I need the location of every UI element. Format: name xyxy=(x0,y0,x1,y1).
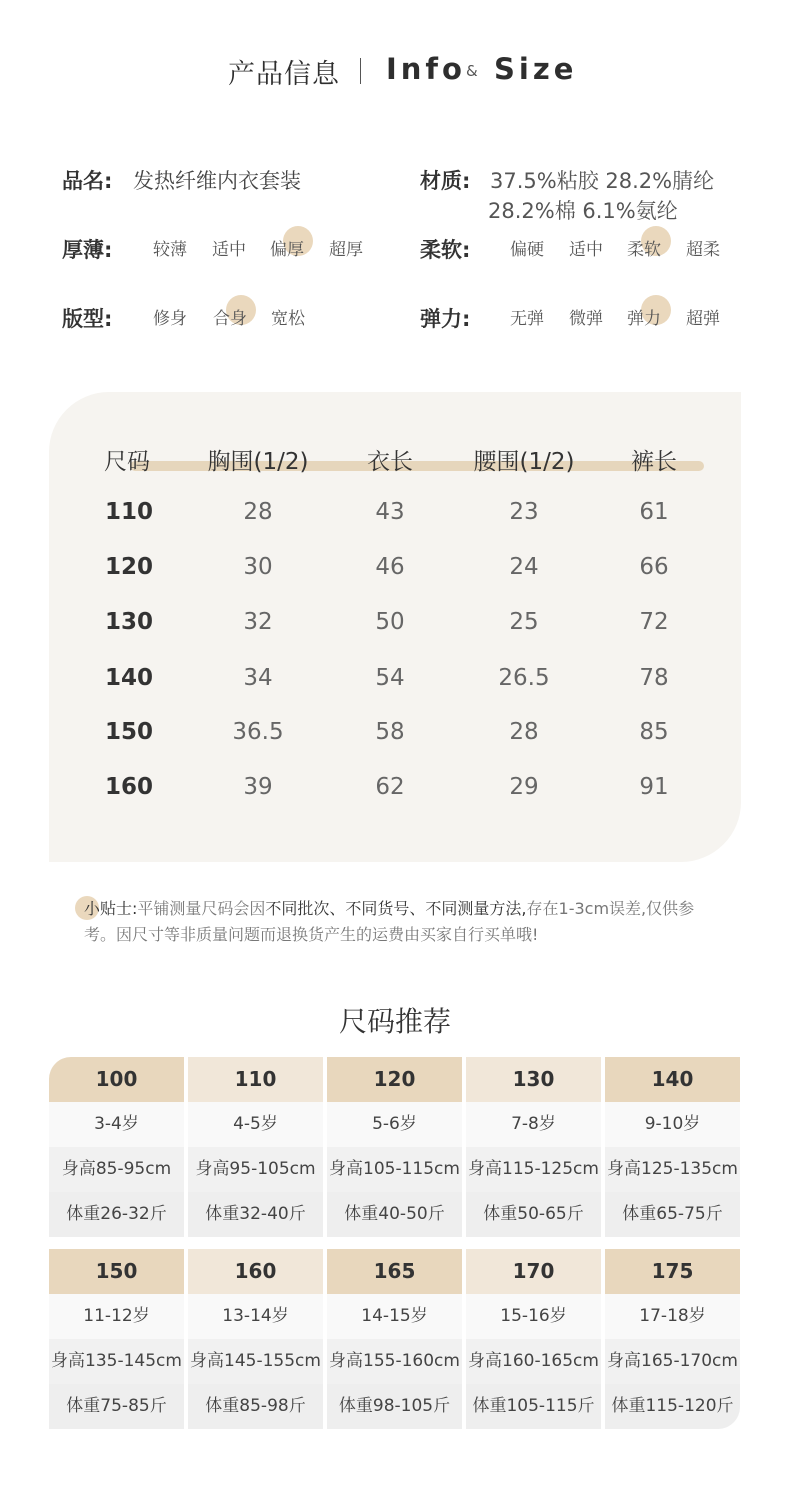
size-table-cell: 23 xyxy=(509,499,539,525)
recommend-card xyxy=(327,1057,462,1237)
softness-option: 适中 xyxy=(569,240,603,260)
recommend-card xyxy=(466,1249,601,1429)
fit-label: 版型: xyxy=(62,307,113,331)
recommend-size: 140 xyxy=(605,1057,740,1102)
fit-option: 宽松 xyxy=(271,309,305,329)
recommend-card xyxy=(188,1057,323,1237)
elasticity-option: 无弹 xyxy=(510,309,544,329)
tip-text-1: 平铺测量尺码会因 xyxy=(137,899,266,918)
recommend-age: 15-16岁 xyxy=(466,1294,601,1339)
softness-option: 偏硬 xyxy=(510,240,544,260)
size-table-cell: 25 xyxy=(509,609,539,635)
elasticity-option: 超弹 xyxy=(686,309,720,329)
recommend-age: 11-12岁 xyxy=(49,1294,184,1339)
header-title-size: Size xyxy=(494,52,578,86)
recommend-height: 身高105-115cm xyxy=(327,1147,462,1192)
recommend-height: 身高155-160cm xyxy=(327,1339,462,1384)
recommend-weight: 体重115-120斤 xyxy=(605,1384,740,1429)
size-table-size-cell: 160 xyxy=(105,774,154,800)
recommend-height: 身高95-105cm xyxy=(188,1147,323,1192)
elasticity-option-selected: 弹力 xyxy=(627,309,661,329)
size-table-cell: 91 xyxy=(639,774,669,800)
recommend-card xyxy=(466,1057,601,1237)
size-table-cell: 28 xyxy=(509,719,539,745)
size-table-header: 尺码 xyxy=(104,449,150,475)
softness-label: 柔软: xyxy=(420,238,471,262)
recommend-height: 身高115-125cm xyxy=(466,1147,601,1192)
recommend-size: 150 xyxy=(49,1249,184,1294)
size-table-cell: 58 xyxy=(375,719,405,745)
size-table-cell: 39 xyxy=(243,774,273,800)
recommend-size: 130 xyxy=(466,1057,601,1102)
product-name-value: 发热纤维内衣套装 xyxy=(133,169,301,193)
size-table-cell: 43 xyxy=(375,499,405,525)
recommend-age: 4-5岁 xyxy=(188,1102,323,1147)
thickness-label: 厚薄: xyxy=(62,238,113,262)
recommend-size: 120 xyxy=(327,1057,462,1102)
recommend-size: 170 xyxy=(466,1249,601,1294)
fit-option-selected: 合身 xyxy=(213,309,247,329)
size-table-cell: 66 xyxy=(639,554,669,580)
recommend-age: 5-6岁 xyxy=(327,1102,462,1147)
recommend-weight: 体重40-50斤 xyxy=(327,1192,462,1237)
header-divider xyxy=(360,58,361,84)
recommend-height: 身高125-135cm xyxy=(605,1147,740,1192)
header-title-info: Info xyxy=(386,52,466,86)
recommend-size: 110 xyxy=(188,1057,323,1102)
recommend-height: 身高85-95cm xyxy=(49,1147,184,1192)
thickness-option: 适中 xyxy=(212,240,246,260)
size-table-cell: 28 xyxy=(243,499,273,525)
size-table-cell: 29 xyxy=(509,774,539,800)
recommend-weight: 体重105-115斤 xyxy=(466,1384,601,1429)
recommend-size: 165 xyxy=(327,1249,462,1294)
size-table-cell: 50 xyxy=(375,609,405,635)
recommend-weight: 体重98-105斤 xyxy=(327,1384,462,1429)
size-table-cell: 26.5 xyxy=(498,665,550,691)
recommend-height: 身高145-155cm xyxy=(188,1339,323,1384)
size-table-header: 裤长 xyxy=(631,449,677,475)
elasticity-option: 微弹 xyxy=(569,309,603,329)
recommend-card xyxy=(188,1249,323,1429)
recommend-height: 身高160-165cm xyxy=(466,1339,601,1384)
softness-option: 超柔 xyxy=(686,240,720,260)
recommend-size: 175 xyxy=(605,1249,740,1294)
recommend-weight: 体重65-75斤 xyxy=(605,1192,740,1237)
size-table-header: 胸围(1/2) xyxy=(207,449,309,475)
size-table-size-cell: 140 xyxy=(105,665,154,691)
recommend-weight: 体重26-32斤 xyxy=(49,1192,184,1237)
size-table-cell: 32 xyxy=(243,609,273,635)
recommend-card xyxy=(327,1249,462,1429)
recommend-size: 100 xyxy=(49,1057,184,1102)
size-table-size-cell: 120 xyxy=(105,554,154,580)
recommend-card xyxy=(605,1057,740,1237)
recommend-age: 3-4岁 xyxy=(49,1102,184,1147)
recommend-title: 尺码推荐 xyxy=(338,1005,451,1038)
size-table-cell: 36.5 xyxy=(232,719,284,745)
header-title-cn: 产品信息 xyxy=(228,59,340,90)
size-table-cell: 34 xyxy=(243,665,273,691)
size-table-size-cell: 150 xyxy=(105,719,154,745)
material-label: 材质: xyxy=(420,169,471,193)
size-table-cell: 46 xyxy=(375,554,405,580)
tip-emphasis: 不同批次、不同货号、不同测量方法, xyxy=(265,899,527,918)
recommend-card xyxy=(49,1249,184,1429)
recommend-age: 7-8岁 xyxy=(466,1102,601,1147)
size-table-cell: 54 xyxy=(375,665,405,691)
size-table-header: 腰围(1/2) xyxy=(473,449,575,475)
recommend-height: 身高165-170cm xyxy=(605,1339,740,1384)
size-table-cell: 72 xyxy=(639,609,669,635)
recommend-weight: 体重32-40斤 xyxy=(188,1192,323,1237)
product-name-label: 品名: xyxy=(62,169,113,193)
fit-option: 修身 xyxy=(153,309,187,329)
recommend-card xyxy=(49,1057,184,1237)
recommend-age: 13-14岁 xyxy=(188,1294,323,1339)
size-table-cell: 61 xyxy=(639,499,669,525)
recommend-age: 17-18岁 xyxy=(605,1294,740,1339)
thickness-option-selected: 偏厚 xyxy=(270,240,304,260)
size-table-cell: 24 xyxy=(509,554,539,580)
softness-option-selected: 柔软 xyxy=(627,240,661,260)
size-tip xyxy=(84,896,724,948)
header-ampersand: & xyxy=(466,62,478,80)
recommend-weight: 体重50-65斤 xyxy=(466,1192,601,1237)
size-table-cell: 30 xyxy=(243,554,273,580)
recommend-grid xyxy=(49,1057,741,1429)
recommend-weight: 体重85-98斤 xyxy=(188,1384,323,1429)
elasticity-label: 弹力: xyxy=(420,307,471,331)
size-table-size-cell: 130 xyxy=(105,609,154,635)
recommend-height: 身高135-145cm xyxy=(49,1339,184,1384)
size-table-cell: 85 xyxy=(639,719,669,745)
size-table-cell: 62 xyxy=(375,774,405,800)
size-table-header: 衣长 xyxy=(367,449,413,475)
material-line-2: 28.2%棉 6.1%氨纶 xyxy=(488,199,678,223)
material-line-1: 37.5%粘胶 28.2%腈纶 xyxy=(490,169,715,193)
tip-label: 小贴士: xyxy=(84,899,138,918)
recommend-size: 160 xyxy=(188,1249,323,1294)
thickness-option: 超厚 xyxy=(329,240,363,260)
recommend-weight: 体重75-85斤 xyxy=(49,1384,184,1429)
size-table-size-cell: 110 xyxy=(105,499,154,525)
recommend-card xyxy=(605,1249,740,1429)
recommend-age: 14-15岁 xyxy=(327,1294,462,1339)
recommend-age: 9-10岁 xyxy=(605,1102,740,1147)
size-table-cell: 78 xyxy=(639,665,669,691)
tip-text-2: 存在1-3cm误差,仅供参考。因尺寸等非质量问题而退换货产生的运费由买家自行买单哦! xyxy=(84,899,695,944)
thickness-option: 较薄 xyxy=(153,240,187,260)
